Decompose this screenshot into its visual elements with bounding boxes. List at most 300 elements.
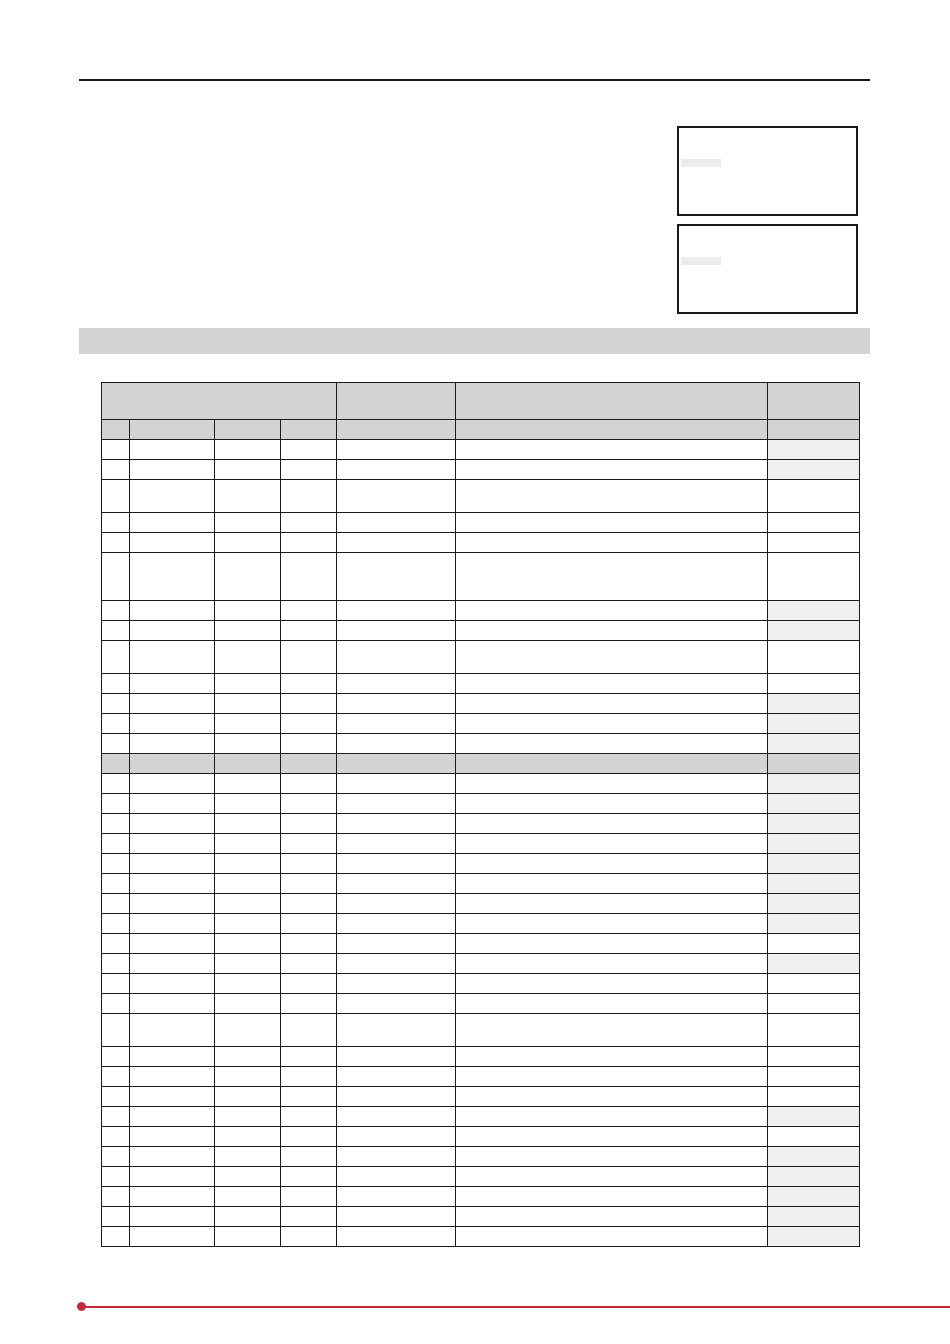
table-row [102,1147,860,1167]
info-box-1 [677,126,858,216]
table-cell [215,694,281,714]
table-row [102,460,860,480]
table-cell [102,1087,130,1107]
table-cell [102,734,130,754]
table-row [102,694,860,714]
table-row [102,1014,860,1047]
table-cell [768,894,860,914]
table-cell [337,834,456,854]
table-row [102,1227,860,1247]
info-box-mark [681,257,721,265]
table-cell [215,460,281,480]
table-cell [456,874,768,894]
table-cell [337,1147,456,1167]
table-cell [456,1087,768,1107]
table-cell [768,1014,860,1047]
table-cell [768,440,860,460]
header-cell [456,383,768,420]
table-cell [768,1147,860,1167]
table-cell [456,854,768,874]
table-cell [215,1167,281,1187]
table-cell [337,513,456,533]
table-cell [337,934,456,954]
table-cell [130,754,215,774]
table-cell [768,420,860,440]
table-cell [130,513,215,533]
table-cell [215,954,281,974]
table-cell [215,834,281,854]
table-cell [102,1014,130,1047]
table-cell [130,440,215,460]
table-cell [281,1207,337,1227]
table-row [102,834,860,854]
table-row [102,1067,860,1087]
table-cell [102,934,130,954]
table-cell [102,854,130,874]
table-cell [102,513,130,533]
table-cell [337,1187,456,1207]
table-row [102,1187,860,1207]
table-cell [281,674,337,694]
table-cell [130,1107,215,1127]
table-cell [337,1047,456,1067]
table-cell [130,1127,215,1147]
table-cell [281,934,337,954]
table-cell [456,954,768,974]
table-row [102,814,860,834]
table-cell [215,1187,281,1207]
table-cell [337,460,456,480]
table-cell [768,914,860,934]
section-row [102,754,860,774]
header-cell [768,383,860,420]
table-cell [281,1127,337,1147]
table-cell [102,674,130,694]
table-cell [215,674,281,694]
table-cell [281,553,337,601]
table-cell [768,714,860,734]
table-cell [337,553,456,601]
table-cell [768,601,860,621]
table-cell [337,1087,456,1107]
table-cell [281,533,337,553]
table-cell [768,480,860,513]
table-row [102,854,860,874]
table-cell [281,914,337,934]
table-cell [102,1127,130,1147]
table-cell [130,734,215,754]
table-cell [456,794,768,814]
table-row [102,641,860,674]
table-cell [456,834,768,854]
table-cell [281,874,337,894]
table-cell [281,460,337,480]
table-cell [456,440,768,460]
table-cell [456,1187,768,1207]
table-cell [281,480,337,513]
table-cell [337,440,456,460]
table-cell [102,553,130,601]
table-cell [456,1047,768,1067]
table-cell [337,894,456,914]
table-cell [337,794,456,814]
table-cell [130,1047,215,1067]
table-cell [102,794,130,814]
table-cell [281,714,337,734]
table-cell [768,854,860,874]
table-cell [768,674,860,694]
table-cell [281,641,337,674]
table-row [102,674,860,694]
table-cell [102,1147,130,1167]
table-row [102,894,860,914]
table-cell [130,480,215,513]
table-cell [102,834,130,854]
table-cell [768,934,860,954]
table-cell [281,1187,337,1207]
table-cell [456,513,768,533]
table-row [102,513,860,533]
header-rule [79,79,870,81]
table-cell [281,1087,337,1107]
table-row [102,553,860,601]
table-cell [130,874,215,894]
table-cell [102,1107,130,1127]
table-cell [102,714,130,734]
table-cell [130,1147,215,1167]
table-cell [456,641,768,674]
table-cell [337,674,456,694]
table-row [102,974,860,994]
table-cell [768,954,860,974]
table-cell [337,974,456,994]
table-row [102,1087,860,1107]
table-cell [337,694,456,714]
table-cell [281,974,337,994]
table-cell [130,1207,215,1227]
table-cell [130,420,215,440]
table-cell [215,974,281,994]
table-row [102,934,860,954]
table-cell [215,533,281,553]
table-cell [281,1014,337,1047]
table-cell [215,854,281,874]
table-cell [337,954,456,974]
table-cell [456,420,768,440]
table-cell [337,1014,456,1047]
table-cell [456,621,768,641]
table-cell [281,621,337,641]
table-cell [456,934,768,954]
table-cell [130,1167,215,1187]
table-cell [768,460,860,480]
table-cell [102,621,130,641]
table-cell [130,814,215,834]
table-cell [130,621,215,641]
table-cell [130,1067,215,1087]
table-cell [456,1227,768,1247]
table-cell [768,1087,860,1107]
table-cell [102,974,130,994]
table-cell [102,1167,130,1187]
table-body [102,420,860,1247]
table-cell [456,533,768,553]
table-cell [130,1227,215,1247]
table-cell [130,1087,215,1107]
table-cell [281,440,337,460]
table-cell [768,1207,860,1227]
table-cell [215,601,281,621]
table-cell [102,1187,130,1207]
section-heading-band [79,328,870,354]
table-cell [215,874,281,894]
table-cell [281,420,337,440]
table-cell [130,934,215,954]
table-cell [102,641,130,674]
table-cell [337,874,456,894]
table-cell [337,774,456,794]
table-cell [456,1207,768,1227]
table-cell [768,513,860,533]
table-cell [102,694,130,714]
table-cell [456,1067,768,1087]
table-cell [337,1207,456,1227]
table-cell [281,1107,337,1127]
table-cell [215,440,281,460]
table-cell [281,694,337,714]
table-cell [768,774,860,794]
table-row [102,533,860,553]
table-row [102,714,860,734]
table-cell [456,974,768,994]
table-cell [281,774,337,794]
table-cell [102,1227,130,1247]
table-cell [215,1127,281,1147]
table-cell [130,460,215,480]
table-cell [130,914,215,934]
table-cell [768,974,860,994]
table-row [102,480,860,513]
table-cell [281,794,337,814]
table-cell [281,834,337,854]
table-cell [102,440,130,460]
table-cell [102,894,130,914]
table-cell [130,834,215,854]
table-cell [456,460,768,480]
table-cell [768,814,860,834]
table-cell [337,854,456,874]
info-box-2 [677,224,858,314]
table-cell [768,694,860,714]
table-cell [215,934,281,954]
table-cell [215,734,281,754]
table-cell [456,553,768,601]
table-cell [130,533,215,553]
table-cell [337,601,456,621]
table-cell [337,621,456,641]
table-cell [130,854,215,874]
table-cell [768,641,860,674]
table-cell [102,1067,130,1087]
table-cell [102,1047,130,1067]
table-cell [130,674,215,694]
table-cell [102,601,130,621]
table-cell [215,754,281,774]
table-cell [130,714,215,734]
table-cell [337,420,456,440]
table-cell [215,794,281,814]
table-cell [102,420,130,440]
table-cell [102,774,130,794]
table-cell [215,1067,281,1087]
table-cell [215,420,281,440]
table-cell [456,601,768,621]
table-cell [768,1047,860,1067]
table-cell [102,994,130,1014]
info-box-mark [681,159,721,167]
table-cell [281,1227,337,1247]
table-row [102,774,860,794]
table-cell [768,874,860,894]
section-row [102,420,860,440]
table-cell [281,854,337,874]
table-cell [337,480,456,513]
table-cell [456,1167,768,1187]
table-cell [337,1067,456,1087]
table-cell [768,754,860,774]
table-cell [102,460,130,480]
table-cell [215,513,281,533]
table-cell [215,1014,281,1047]
table-cell [281,894,337,914]
table-cell [102,914,130,934]
table-cell [456,1107,768,1127]
table-cell [281,601,337,621]
table-cell [215,1207,281,1227]
table-cell [768,834,860,854]
footer-dot [77,1302,86,1311]
table-cell [102,480,130,513]
table-cell [102,754,130,774]
table-cell [130,601,215,621]
table-cell [215,1087,281,1107]
table-cell [215,774,281,794]
table-cell [102,814,130,834]
table-cell [337,641,456,674]
table-cell [215,714,281,734]
table-cell [281,1047,337,1067]
table-row [102,874,860,894]
table-cell [456,774,768,794]
table-cell [215,1227,281,1247]
table-cell [215,1047,281,1067]
table-cell [768,1167,860,1187]
table-cell [768,533,860,553]
table-cell [337,1227,456,1247]
table-cell [768,1107,860,1127]
table-cell [456,480,768,513]
table-cell [215,814,281,834]
table-cell [456,814,768,834]
table-row [102,621,860,641]
table-cell [130,1014,215,1047]
table-cell [768,794,860,814]
table-row [102,794,860,814]
table-cell [768,734,860,754]
table-cell [130,694,215,714]
table-cell [102,533,130,553]
table-cell [456,894,768,914]
table-cell [456,1147,768,1167]
table-cell [337,994,456,1014]
header-cell [337,383,456,420]
table-cell [215,1107,281,1127]
table-cell [102,954,130,974]
table-cell [281,513,337,533]
table-cell [456,694,768,714]
table-cell [215,621,281,641]
table-cell [130,994,215,1014]
table-row [102,734,860,754]
table-cell [337,1127,456,1147]
table-row [102,1047,860,1067]
table-cell [130,894,215,914]
table-cell [130,974,215,994]
table-cell [456,1014,768,1047]
table-cell [281,734,337,754]
table-cell [130,1187,215,1207]
table-cell [281,994,337,1014]
table-cell [456,1127,768,1147]
table-cell [456,994,768,1014]
table-row [102,954,860,974]
table-cell [768,553,860,601]
table-cell [456,754,768,774]
table-cell [456,714,768,734]
table-cell [456,674,768,694]
table-row [102,601,860,621]
table-cell [130,774,215,794]
table-cell [102,874,130,894]
table-cell [281,814,337,834]
table-cell [215,894,281,914]
table-cell [456,734,768,754]
table-cell [337,814,456,834]
footer-rule [82,1306,950,1308]
table-cell [337,714,456,734]
table-row [102,1127,860,1147]
table-cell [130,954,215,974]
table-cell [337,734,456,754]
table-row [102,994,860,1014]
table-cell [281,1147,337,1167]
table-row [102,440,860,460]
table-cell [337,914,456,934]
table-cell [456,914,768,934]
table-cell [337,1167,456,1187]
table-cell [215,641,281,674]
spec-table [101,382,860,1247]
table-cell [768,1227,860,1247]
table-row [102,1107,860,1127]
table-row [102,1167,860,1187]
table-header-row [102,383,860,420]
table-cell [768,994,860,1014]
table-cell [337,754,456,774]
table-cell [281,754,337,774]
table-cell [768,1187,860,1207]
header-cell [102,383,337,420]
